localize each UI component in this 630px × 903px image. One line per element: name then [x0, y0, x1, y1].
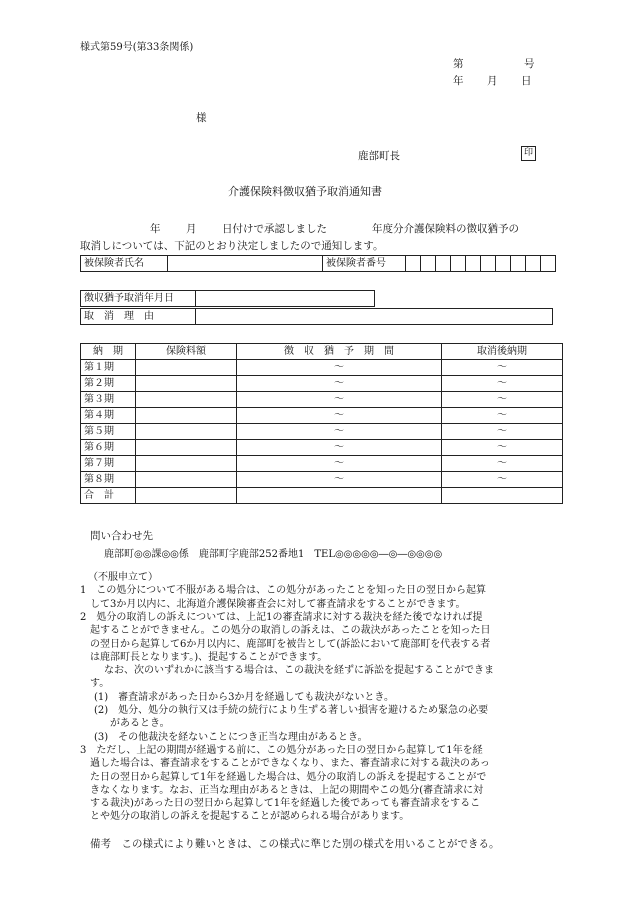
period-cell: 第５期 [81, 424, 136, 440]
intro-text-approved: 日付けで承認しました [222, 223, 327, 235]
schedule-row [81, 424, 563, 440]
addressee-sama: 様 [196, 112, 207, 124]
total-label: 合 計 [81, 488, 136, 504]
premium-cell[interactable] [136, 472, 237, 488]
deferral-period-cell: ～ [237, 440, 442, 456]
number-digit-cell[interactable] [421, 256, 436, 272]
number-digit-cell[interactable] [466, 256, 481, 272]
schedule-header-cell: 徴 収 猶 予 期 間 [237, 344, 442, 360]
schedule-row [81, 440, 563, 456]
appeal-line: (2) 処分、処分の執行又は手続の続行により生ずる著しい損害を避けるため緊急の必要 [94, 705, 489, 716]
deferral-period-cell: ～ [237, 456, 442, 472]
schedule-row [81, 376, 563, 392]
appeal-line: は鹿部町長となります。)、提起することができます。 [90, 651, 328, 663]
premium-cell[interactable] [136, 376, 237, 392]
appeal-line: (1) 審査請求があった日から3か月を経過しても裁決がないとき。 [94, 691, 395, 703]
period-cell: 第１期 [81, 360, 136, 376]
premium-cell[interactable] [136, 360, 237, 376]
appeal-line: とや処分の取消しの訴えを提起することが認められる場合があります。 [90, 811, 410, 823]
number-dai: 第 [453, 58, 464, 70]
appeal-line: の翌日から起算して6か月以内に、鹿部町を被告として(訴訟において鹿部町を代表する者 [90, 638, 491, 650]
appeal-line: なお、次のいずれかに該当する場合は、この裁決を経ずに訴訟を提起することができま [94, 665, 494, 677]
insured-table [80, 255, 556, 272]
after-cancel-cell: ～ [442, 472, 563, 488]
schedule-row [81, 408, 563, 424]
contact-heading: 問い合わせ先 [90, 530, 153, 542]
period-cell: 第６期 [81, 440, 136, 456]
insured-name-label: 被保険者氏名 [81, 256, 168, 272]
schedule-header-cell: 取消後納期 [442, 344, 563, 360]
after-cancel-cell: ～ [442, 456, 563, 472]
deferral-period-cell: ～ [237, 376, 442, 392]
premium-cell[interactable] [136, 424, 237, 440]
appeal-line: 過した場合は、審査請求をすることができなくなり、また、審査請求に対する裁決のあっ [90, 758, 490, 770]
cancel-date-label: 徴収猶予取消年月日 [81, 291, 196, 307]
insured-number-label: 被保険者番号 [323, 256, 406, 272]
seal-mark: 印 [521, 146, 536, 161]
schedule-row [81, 392, 563, 408]
intro-year: 年 [150, 223, 161, 235]
number-digit-cell[interactable] [526, 256, 541, 272]
period-cell: 第８期 [81, 472, 136, 488]
issuer-name: 鹿部町長 [358, 150, 400, 162]
cancellation-reason-table [80, 308, 553, 325]
cancel-date-field[interactable] [196, 291, 375, 307]
deferral-period-cell: ～ [237, 360, 442, 376]
remark-note: 備考 この様式により難いときは、この様式に準じた別の様式を用いることができる。 [90, 838, 500, 850]
document-title: 介護保険料徴収猶予取消通知書 [228, 185, 382, 198]
intro-line-2: 取消しについては、下記のとおり決定しましたので通知します。 [80, 240, 384, 252]
appeal-line: きなくなります。なお、正当な理由があるときは、上記の期間やこの処分(審査請求に対 [90, 784, 484, 796]
period-cell: 第２期 [81, 376, 136, 392]
number-digit-cell[interactable] [541, 256, 556, 272]
number-digit-cell[interactable] [406, 256, 421, 272]
total-cell[interactable] [136, 488, 237, 504]
period-cell: 第７期 [81, 456, 136, 472]
appeal-line: があるとき。 [110, 718, 170, 730]
intro-text-fiscal: 年度分介護保険料の徴収猶予の [372, 223, 519, 235]
after-cancel-cell: ～ [442, 408, 563, 424]
schedule-total-row [81, 488, 563, 504]
total-cell[interactable] [442, 488, 563, 504]
appeal-line: (3) その他裁決を経ないことにつき正当な理由があるとき。 [94, 731, 368, 743]
deferral-period-cell: ～ [237, 472, 442, 488]
schedule-row [81, 472, 563, 488]
after-cancel-cell: ～ [442, 424, 563, 440]
appeal-line: 3 ただし、上記の期間が経過する前に、この処分があった日の翌日から起算して1年を経 [80, 744, 483, 756]
appeal-line: た日の翌日から起算して1年を経過した場合は、処分の取消しの訴えを提起することがで [90, 771, 487, 783]
appeal-line: 起することができません。この処分の取消しの訴えは、この裁決があったことを知った日 [90, 625, 491, 637]
after-cancel-cell: ～ [442, 360, 563, 376]
number-go: 号 [524, 58, 535, 70]
period-cell: 第３期 [81, 392, 136, 408]
appeal-line: す。 [90, 678, 110, 690]
schedule-row [81, 456, 563, 472]
cancel-reason-label: 取 消 理 由 [81, 309, 196, 325]
total-cell[interactable] [237, 488, 442, 504]
cancel-reason-field[interactable] [196, 309, 553, 325]
intro-month: 月 [186, 223, 197, 235]
premium-cell[interactable] [136, 392, 237, 408]
premium-cell[interactable] [136, 456, 237, 472]
date-year: 年 [453, 75, 464, 87]
date-day: 日 [521, 75, 532, 87]
number-digit-cell[interactable] [496, 256, 511, 272]
contact-detail: 鹿部町◎◎課◎◎係 鹿部町字鹿部252番地1 TEL◎◎◎◎◎―◎―◎◎◎◎ [104, 549, 443, 560]
deferral-period-cell: ～ [237, 392, 442, 408]
cancellation-date-table [80, 290, 375, 307]
after-cancel-cell: ～ [442, 392, 563, 408]
premium-cell[interactable] [136, 408, 237, 424]
deferral-period-cell: ～ [237, 408, 442, 424]
form-label: 様式第59号(第33条関係) [80, 42, 194, 53]
schedule-row [81, 360, 563, 376]
appeal-line: する裁決)があった日の翌日から起算して1年を経過した後であっても審査請求をするこ [90, 798, 481, 810]
after-cancel-cell: ～ [442, 376, 563, 392]
schedule-header-cell: 保険料額 [136, 344, 237, 360]
number-digit-cell[interactable] [511, 256, 526, 272]
after-cancel-cell: ～ [442, 440, 563, 456]
insured-name-field[interactable] [168, 256, 323, 272]
appeal-line: して3か月以内に、北海道介護保険審査会に対して審査請求をすることができます。 [90, 598, 466, 610]
deferral-period-cell: ～ [237, 424, 442, 440]
number-digit-cell[interactable] [481, 256, 496, 272]
appeal-line: 2 処分の取消しの訴えについては、上記1の審査請求に対する裁決を経た後でなければ提 [80, 611, 483, 623]
date-month: 月 [487, 75, 498, 87]
appeal-line: 1 この処分について不服がある場合は、この処分があったことを知った日の翌日から起算 [80, 585, 487, 597]
schedule-table [80, 343, 563, 504]
premium-cell[interactable] [136, 440, 237, 456]
appeal-line: （不服申立て） [88, 572, 158, 583]
number-digit-cell[interactable] [436, 256, 451, 272]
number-digit-cell[interactable] [451, 256, 466, 272]
schedule-header-cell: 納 期 [81, 344, 136, 360]
period-cell: 第４期 [81, 408, 136, 424]
